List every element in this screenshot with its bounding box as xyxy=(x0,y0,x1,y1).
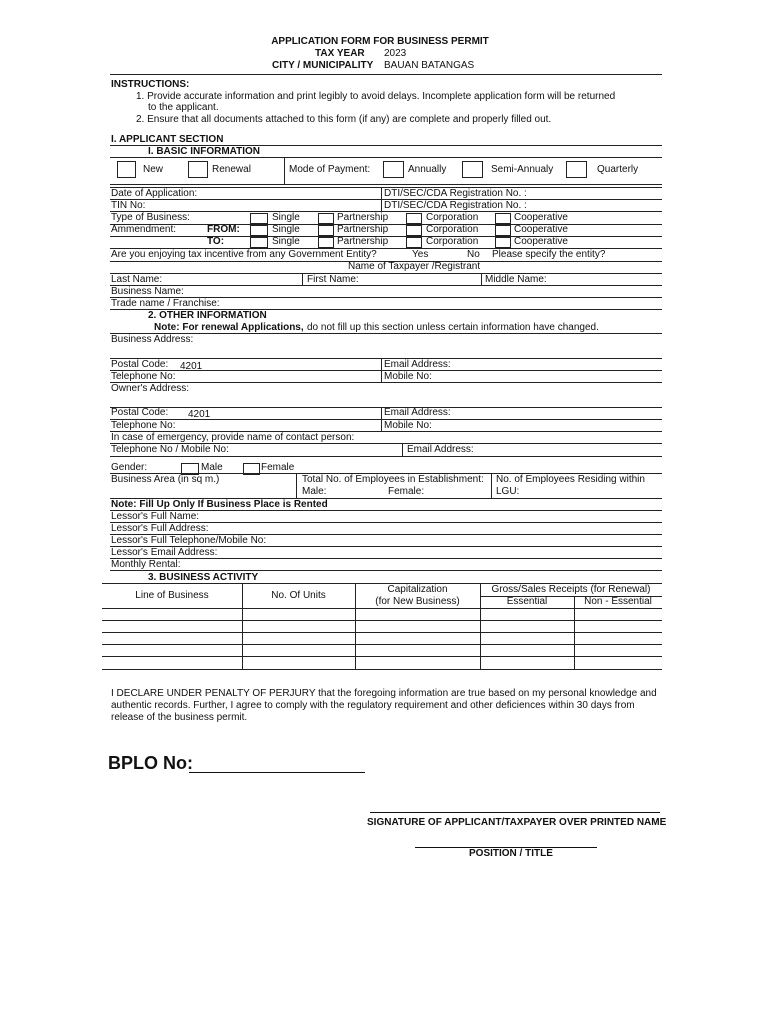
type-single-checkbox[interactable] xyxy=(250,213,268,224)
to-corporation-checkbox[interactable] xyxy=(406,237,422,248)
business-activity-heading: 3. BUSINESS ACTIVITY xyxy=(148,572,259,583)
applicant-section-heading: I. APPLICANT SECTION xyxy=(111,134,224,145)
from-corporation-label: Corporation xyxy=(426,224,479,235)
lessor-name-label: Lessor's Full Name: xyxy=(111,511,200,522)
signature-line[interactable] xyxy=(370,812,660,813)
postal-code-label-2: Postal Code: xyxy=(111,407,169,418)
total-employees-label: Total No. of Employees in Establishment: xyxy=(302,474,484,485)
gross-sales-header: Gross/Sales Receipts (for Renewal) xyxy=(491,584,651,595)
type-cooperative-label: Cooperative xyxy=(514,212,568,223)
monthly-rental-label: Monthly Rental: xyxy=(111,559,181,570)
new-label: New xyxy=(143,164,164,175)
dti-registration-label-2: DTI/SEC/CDA Registration No. : xyxy=(384,200,527,211)
postal-code-value-2: 4201 xyxy=(188,409,211,420)
middle-name-label: Middle Name: xyxy=(485,274,547,285)
mobile-label-1: Mobile No: xyxy=(384,371,432,382)
city-value: BAUAN BATANGAS xyxy=(384,60,475,71)
to-corporation-label: Corporation xyxy=(426,236,479,247)
tax-year-value: 2023 xyxy=(384,48,407,59)
quarterly-checkbox[interactable] xyxy=(566,161,587,178)
type-partnership-checkbox[interactable] xyxy=(318,213,334,224)
lessor-phone-label: Lessor's Full Telephone/Mobile No: xyxy=(111,535,267,546)
essential-header: Essential xyxy=(506,596,548,607)
type-corporation-checkbox[interactable] xyxy=(406,213,422,224)
ammendment-from-label: FROM: xyxy=(207,224,240,235)
mode-of-payment-label: Mode of Payment: xyxy=(289,164,371,175)
from-partnership-checkbox[interactable] xyxy=(318,225,334,236)
new-checkbox[interactable] xyxy=(117,161,136,178)
male-checkbox-label: Male xyxy=(201,462,223,473)
bplo-no-field[interactable] xyxy=(189,772,365,773)
emergency-contact-label: In case of emergency, provide name of contact person: xyxy=(111,432,355,443)
from-single-checkbox[interactable] xyxy=(250,225,268,236)
annually-checkbox[interactable] xyxy=(383,161,404,178)
last-name-label: Last Name: xyxy=(111,274,163,285)
type-single-label: Single xyxy=(272,212,300,223)
mobile-label-2: Mobile No: xyxy=(384,420,432,431)
from-partnership-label: Partnership xyxy=(337,224,389,235)
owners-address-label: Owner's Address: xyxy=(111,383,190,394)
renewal-checkbox[interactable] xyxy=(188,161,208,178)
type-partnership-label: Partnership xyxy=(337,212,389,223)
quarterly-label: Quarterly xyxy=(597,164,639,175)
annually-label: Annually xyxy=(408,164,447,175)
email-address-label-2: Email Address: xyxy=(384,407,451,418)
ammendment-to-label: TO: xyxy=(207,236,225,247)
dti-registration-label-1: DTI/SEC/CDA Registration No. : xyxy=(384,188,527,199)
line-of-business-header: Line of Business xyxy=(135,590,209,601)
first-name-label: First Name: xyxy=(307,274,359,285)
email-address-label-1: Email Address: xyxy=(384,359,451,370)
table-row xyxy=(102,632,662,633)
bplo-no-label: BPLO No: xyxy=(108,753,193,773)
declaration-line-1: I DECLARE UNDER PENALTY OF PERJURY that the foregoing information are true based on my personal knowledge and xyxy=(111,688,657,699)
to-cooperative-label: Cooperative xyxy=(514,236,568,247)
employees-female-label: Female: xyxy=(388,486,425,497)
basic-information-heading: I. BASIC INFORMATION xyxy=(148,146,261,157)
lessor-address-label: Lessor's Full Address: xyxy=(111,523,209,534)
ammendment-label: Ammendment: xyxy=(111,224,177,235)
declaration-line-2: authentic records. Further, I agree to comply with the regulatory requirement and other deficiences within 30 days from xyxy=(111,700,635,711)
table-row xyxy=(102,644,662,645)
table-row xyxy=(102,669,662,670)
type-of-business-label: Type of Business: xyxy=(111,212,190,223)
instruction-item-1-cont: to the applicant. xyxy=(148,102,219,113)
telephone-mobile-label: Telephone No / Mobile No: xyxy=(111,444,229,455)
capitalization-header: Capitalization xyxy=(387,584,448,595)
to-cooperative-checkbox[interactable] xyxy=(495,237,511,248)
gender-label: Gender: xyxy=(111,462,148,473)
business-area-label: Business Area (in sq m.) xyxy=(111,474,220,485)
renewal-note-bold: Note: For renewal Applications, xyxy=(154,322,304,333)
capitalization-subheader: (for New Business) xyxy=(375,596,460,607)
lessor-email-label: Lessor's Email Address: xyxy=(111,547,218,558)
business-name-label: Business Name: xyxy=(111,286,184,297)
telephone-label-1: Telephone No: xyxy=(111,371,176,382)
non-essential-header: Non - Essential xyxy=(584,596,652,607)
name-of-taxpayer-heading: Name of Taxpayer /Registrant xyxy=(348,261,481,272)
to-partnership-label: Partnership xyxy=(337,236,389,247)
instruction-item-2: 2. Ensure that all documents attached to this form (if any) are complete and properly filled out. xyxy=(136,114,552,125)
tax-year-label: TAX YEAR xyxy=(315,48,365,59)
semi-annualy-label: Semi-Annualy xyxy=(491,164,554,175)
employees-residing-lgu-label: LGU: xyxy=(496,486,520,497)
no-of-units-header: No. Of Units xyxy=(271,590,326,601)
telephone-label-2: Telephone No: xyxy=(111,420,176,431)
instruction-item-1: 1. Provide accurate information and print legibly to avoid delays. Incomplete application form will be returned xyxy=(136,91,616,102)
tax-incentive-yes[interactable]: Yes xyxy=(412,249,429,260)
postal-code-value-1: 4201 xyxy=(180,361,203,372)
to-single-checkbox[interactable] xyxy=(250,237,268,248)
date-of-application-label: Date of Application: xyxy=(111,188,198,199)
other-information-heading: 2. OTHER INFORMATION xyxy=(148,310,267,321)
type-cooperative-checkbox[interactable] xyxy=(495,213,511,224)
table-row xyxy=(102,620,662,621)
tax-incentive-no[interactable]: No xyxy=(467,249,480,260)
female-checkbox-label: Female xyxy=(261,462,295,473)
position-title-label: POSITION / TITLE xyxy=(469,848,553,859)
postal-code-label-1: Postal Code: xyxy=(111,359,169,370)
table-row xyxy=(102,656,662,657)
trade-name-label: Trade name / Franchise: xyxy=(111,298,220,309)
renewal-note-text: do not fill up this section unless certain information have changed. xyxy=(307,322,599,333)
email-address-label-3: Email Address: xyxy=(407,444,474,455)
form-title: APPLICATION FORM FOR BUSINESS PERMIT xyxy=(271,36,489,47)
tin-no-label: TIN No: xyxy=(111,200,146,211)
from-cooperative-label: Cooperative xyxy=(514,224,568,235)
instructions-heading: INSTRUCTIONS: xyxy=(111,79,190,90)
tax-incentive-question: Are you enjoying tax incentive from any Government Entity? xyxy=(111,249,377,260)
renewal-label: Renewal xyxy=(212,164,251,175)
city-label: CITY / MUNICIPALITY xyxy=(272,60,374,71)
employees-male-label: Male: xyxy=(302,486,327,497)
from-single-label: Single xyxy=(272,224,300,235)
from-cooperative-checkbox[interactable] xyxy=(495,225,511,236)
from-corporation-checkbox[interactable] xyxy=(406,225,422,236)
to-partnership-checkbox[interactable] xyxy=(318,237,334,248)
declaration-line-3: release of the business permit. xyxy=(111,712,248,723)
signature-label: SIGNATURE OF APPLICANT/TAXPAYER OVER PRINTED NAME xyxy=(367,817,667,828)
type-corporation-label: Corporation xyxy=(426,212,479,223)
employees-residing-label: No. of Employees Residing within xyxy=(496,474,645,485)
business-address-label: Business Address: xyxy=(111,334,194,345)
to-single-label: Single xyxy=(272,236,300,247)
rented-note: Note: Fill Up Only If Business Place is Rented xyxy=(111,499,328,510)
semi-annualy-checkbox[interactable] xyxy=(462,161,483,178)
specify-entity-label: Please specify the entity? xyxy=(492,249,606,260)
